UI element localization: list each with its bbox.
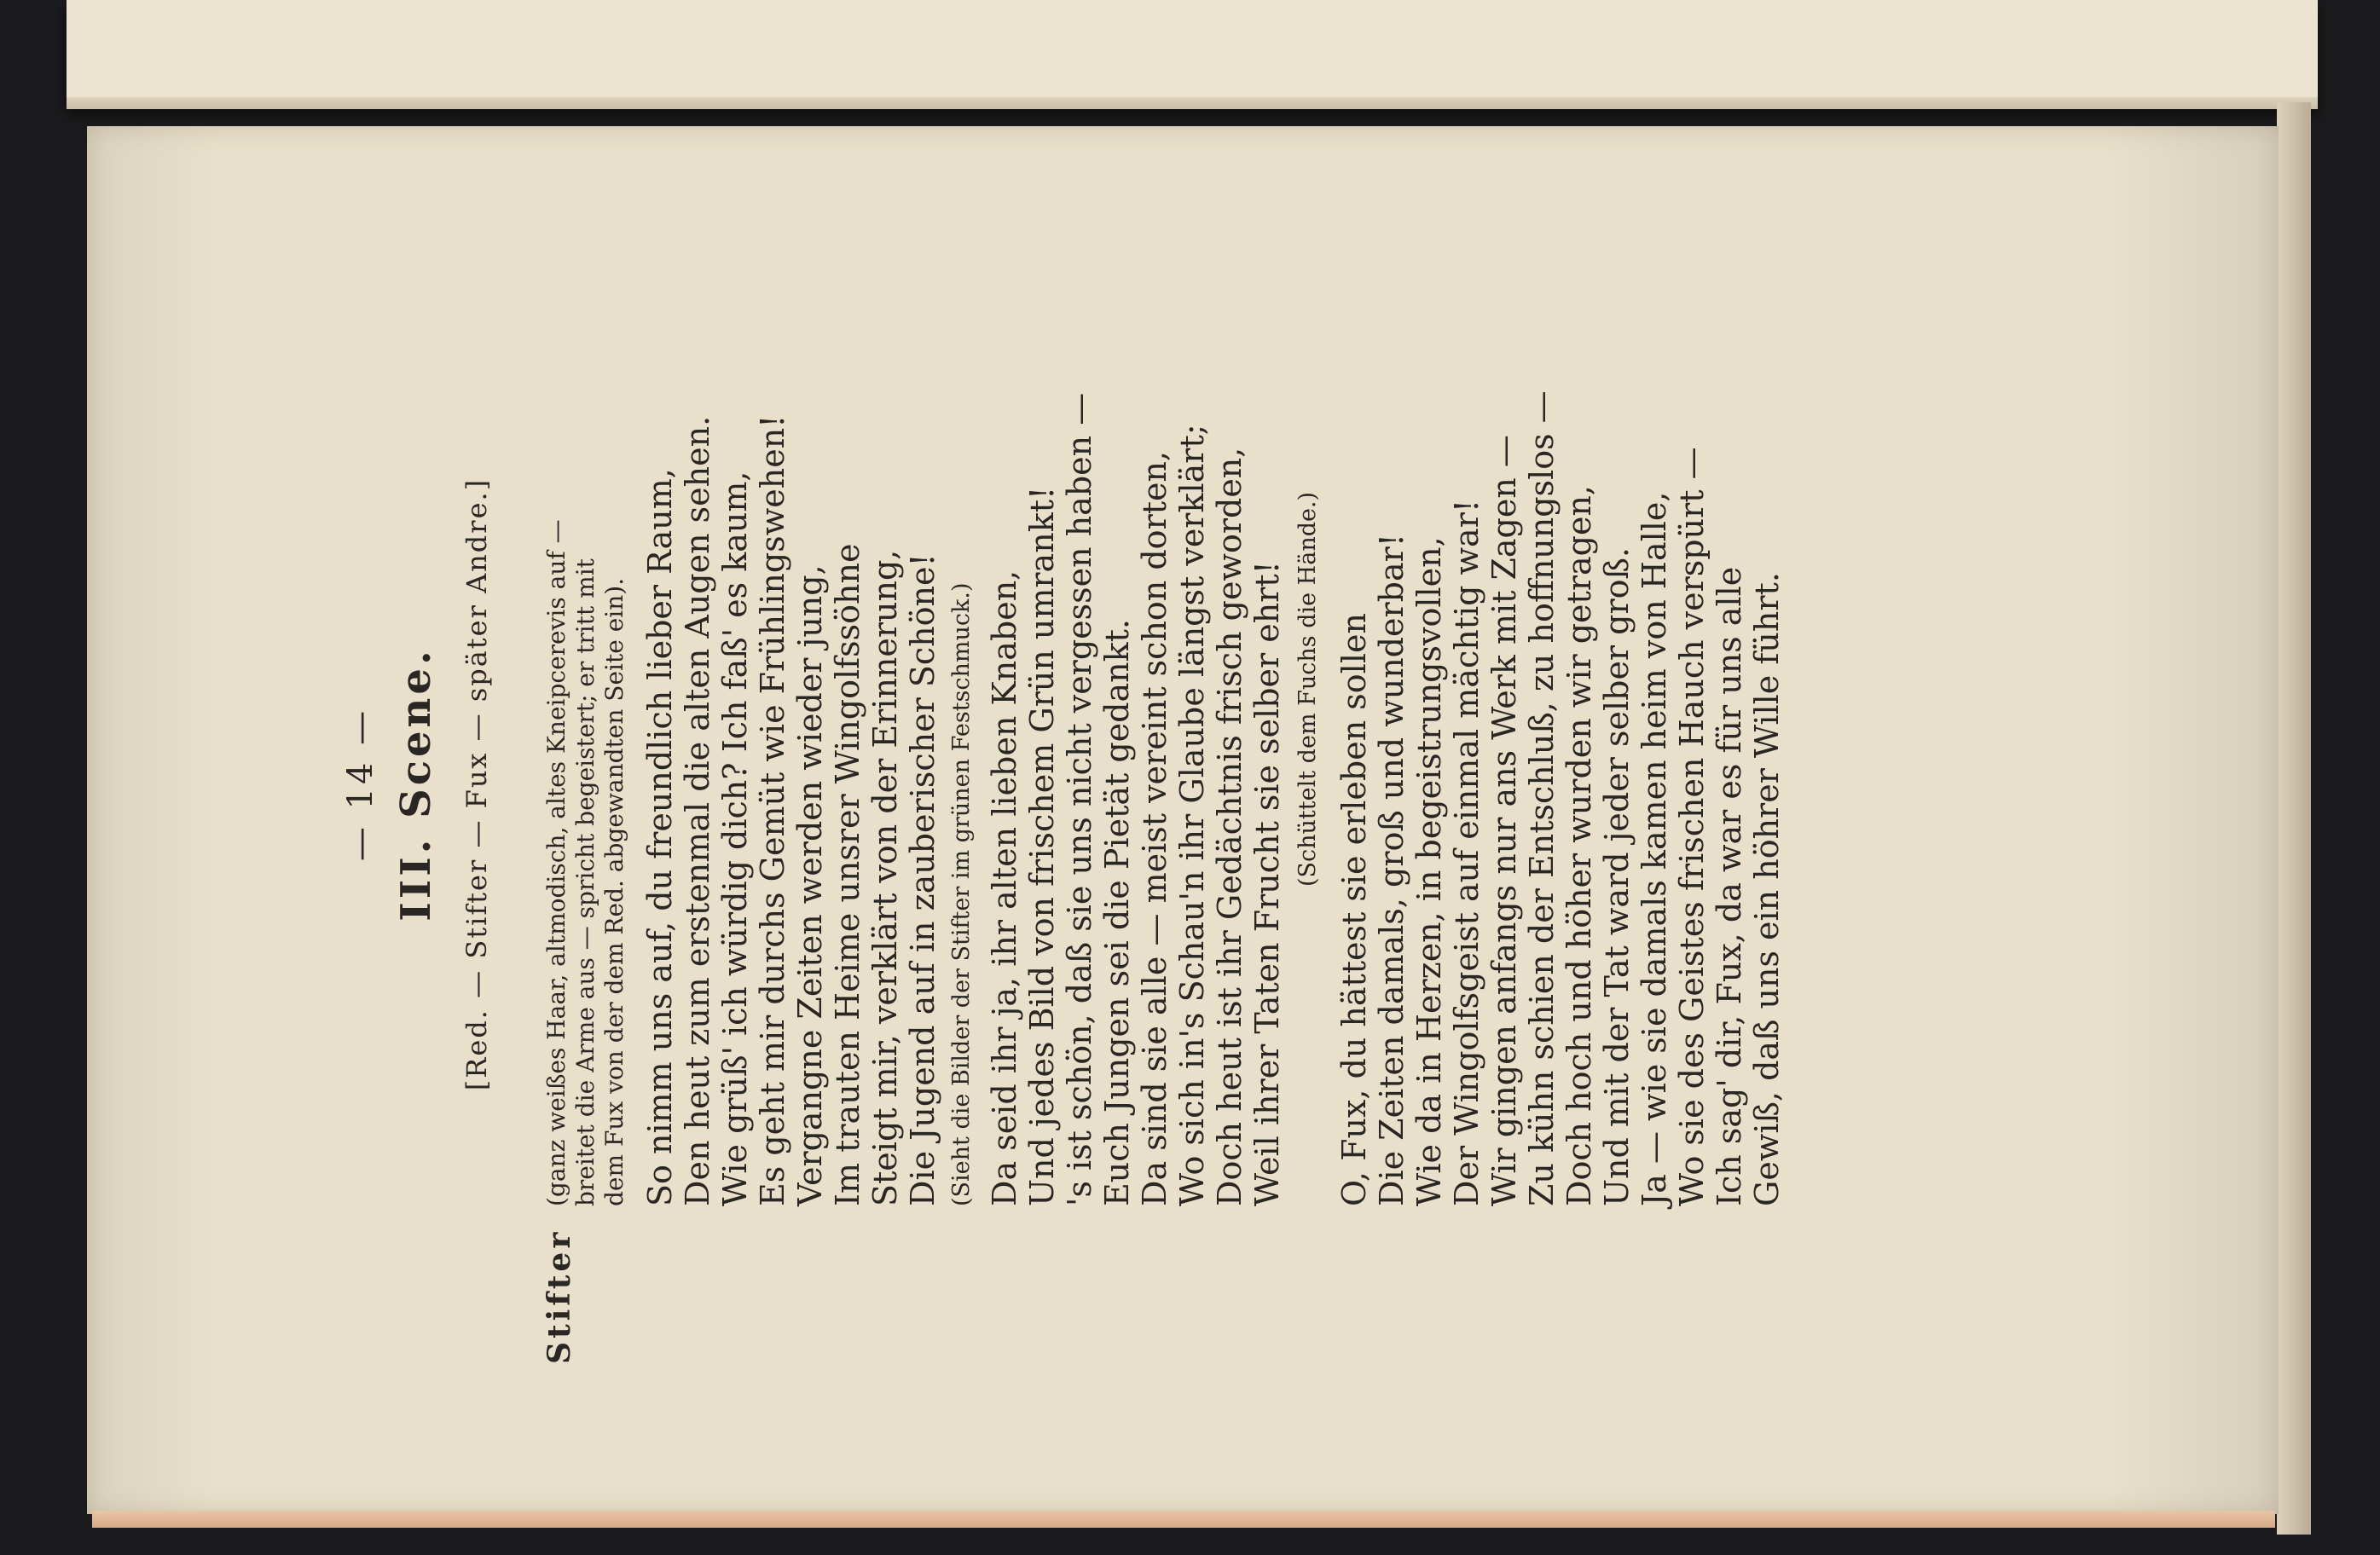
stage-direction-line: breitet die Arme aus — spricht begeistert; er tritt mit — [571, 558, 599, 1206]
verse-line: Die Jugend auf in zauberischer Schöne! — [904, 553, 941, 1206]
stage-direction-line: (ganz weißes Haar, altmodisch, altes Kneipcerevis auf — — [542, 519, 570, 1206]
verse-line: Doch hoch und höher wurden wir getragen, — [1561, 484, 1598, 1206]
verse-line: Den heut zum erstenmal die alten Augen sehen. — [679, 415, 716, 1206]
verse-line: Wir gingen anfangs nur ans Werk mit Zagen — — [1485, 435, 1523, 1206]
verse-line: Wie da in Herzen, in begeistrungsvollen, — [1410, 536, 1448, 1206]
verse-line: Wie grüß' ich würdig dich? Ich faß' es kaum, — [716, 471, 754, 1206]
verse-line: Im trauten Heime unsrer Wingolfssöhne — [829, 543, 866, 1206]
page-bottom-edge — [92, 1511, 2275, 1528]
verse-line: Da seid ihr ja, ihr alten lieben Knaben, — [986, 569, 1023, 1206]
page-stack-edge — [2277, 102, 2311, 1535]
verse-line: Wo sich in's Schau'n ihr Glaube längst verklärt; — [1173, 424, 1211, 1206]
stage-direction-line: dem Fux von der dem Red. abgewandten Seite ein). — [600, 577, 628, 1206]
stage-note: (Schüttelt dem Fuchs die Hände.) — [1294, 491, 1321, 887]
verse-line: So nimm uns auf, du freundlich lieber Raum, — [641, 468, 679, 1206]
page-text-block — [341, 205, 2012, 1364]
verse-line: Gewiß, daß uns ein höhrer Wille führt. — [1748, 572, 1786, 1206]
verse-line: 's ist schön, daß sie uns nicht vergessen haben — — [1061, 392, 1098, 1206]
verse-line: Euch Jungen sei die Pietät gedankt. — [1098, 619, 1136, 1206]
page-number: — 14 — — [341, 707, 380, 862]
verse-line: Steigt mir, verklärt von der Erinnerung, — [866, 549, 904, 1206]
verse-line: Zu kühn schien der Entschluß, zu hoffnungslos — — [1523, 390, 1561, 1206]
scene-title: III. Scene. — [392, 647, 440, 922]
verse-line: Vergangne Zeiten werden wieder jung, — [791, 564, 829, 1206]
verse-line: O, Fux, du hättest sie erleben sollen — [1335, 613, 1373, 1206]
speaker-name: Stifter — [541, 1228, 577, 1364]
verse-line: Weil ihrer Taten Frucht sie selber ehrt! — [1248, 561, 1286, 1206]
cast-list: [Red. — Stifter — Fux — später Andre.] — [460, 477, 493, 1091]
next-page-strip — [67, 0, 2318, 109]
verse-line: Und mit der Tat ward jeder selber groß. — [1598, 546, 1636, 1206]
stage-note: (Sieht die Bilder der Stifter im grünen Festschmuck.) — [948, 582, 975, 1206]
verse-line: Da sind sie alle — meist vereint schon dorten, — [1136, 450, 1173, 1206]
verse-line: Es geht mir durchs Gemüt wie Frühlingswehen! — [754, 414, 791, 1206]
verse-line: Und jedes Bild von frischem Grün umrankt! — [1023, 486, 1061, 1206]
verse-line: Der Wingolfsgeist auf einmal mächtig war! — [1448, 499, 1485, 1206]
verse-line: Ja — wie sie damals kamen heim von Halle, — [1636, 491, 1673, 1206]
verse-line: Wo sie des Geistes frischen Hauch verspürt — — [1673, 447, 1711, 1206]
verse-line: Die Zeiten damals, groß und wunderbar! — [1373, 533, 1410, 1206]
verse-line: Ich sag' dir, Fux, da war es für uns alle — [1711, 566, 1748, 1206]
verse-line: Doch heut ist ihr Gedächtnis frisch geworden, — [1211, 447, 1248, 1206]
